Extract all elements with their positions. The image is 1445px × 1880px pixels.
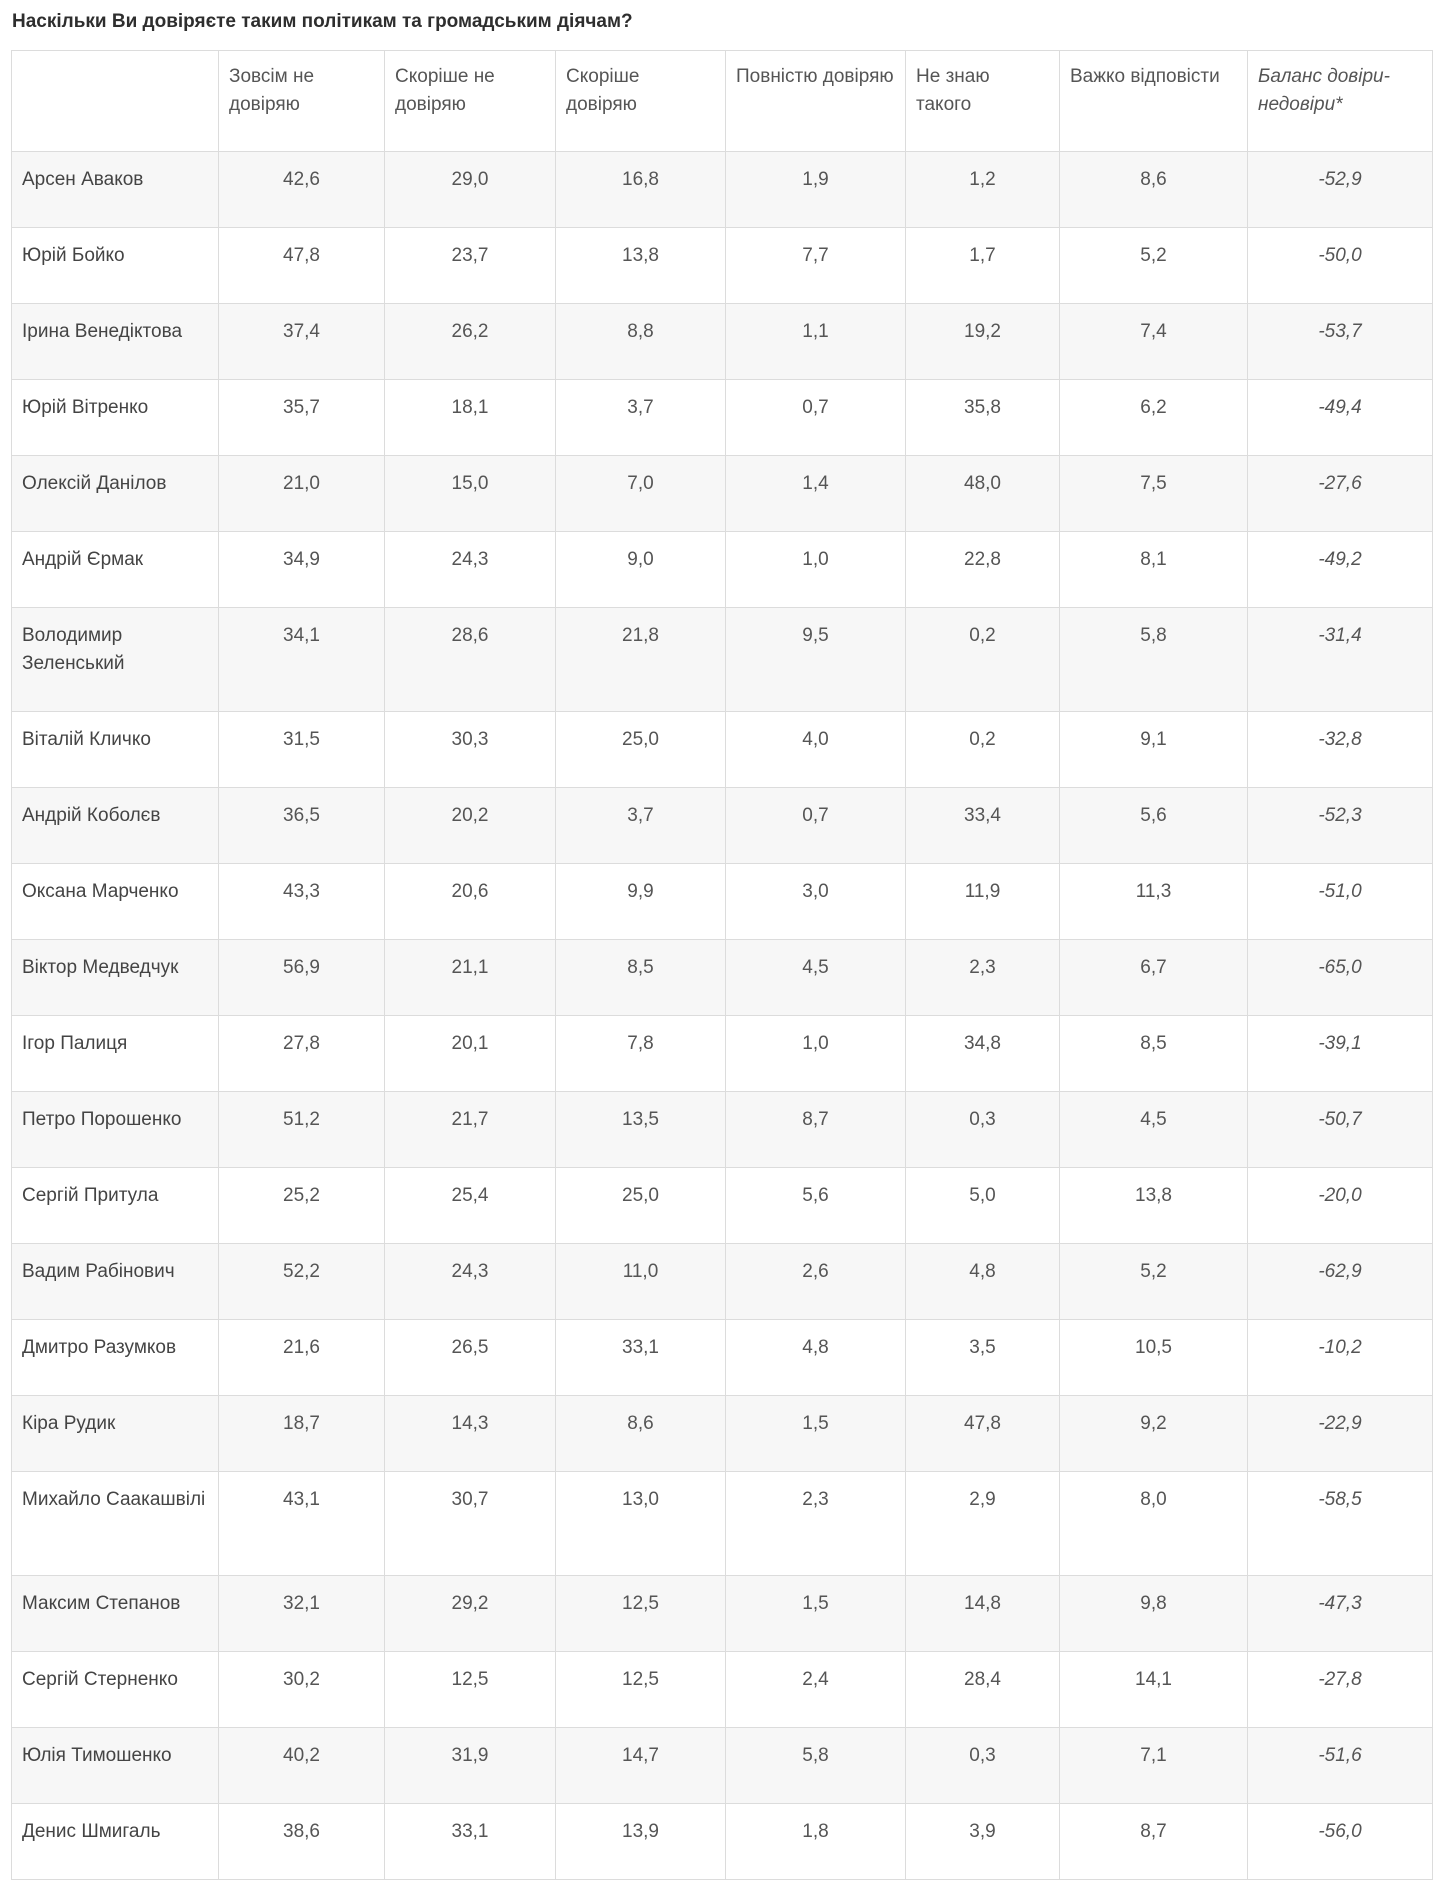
cell-rather-no-trust: 15,0 bbox=[385, 456, 556, 532]
table-row bbox=[12, 608, 1433, 712]
cell-rather-no-trust: 24,3 bbox=[385, 532, 556, 608]
header-rather-no-trust: Скоріше не довіряю bbox=[385, 51, 556, 152]
cell-name: Андрій Єрмак bbox=[12, 532, 219, 608]
cell-dont-know: 0,2 bbox=[906, 712, 1060, 788]
cell-dont-know: 3,5 bbox=[906, 1320, 1060, 1396]
cell-full-trust: 1,5 bbox=[726, 1576, 906, 1652]
cell-hard-to-say: 9,2 bbox=[1060, 1396, 1248, 1472]
cell-rather-trust: 13,8 bbox=[556, 228, 726, 304]
cell-hard-to-say: 4,5 bbox=[1060, 1092, 1248, 1168]
cell-rather-no-trust: 20,1 bbox=[385, 1016, 556, 1092]
cell-rather-trust: 13,5 bbox=[556, 1092, 726, 1168]
cell-hard-to-say: 13,8 bbox=[1060, 1168, 1248, 1244]
cell-full-trust: 1,5 bbox=[726, 1396, 906, 1472]
cell-balance: -39,1 bbox=[1248, 1016, 1433, 1092]
table-row bbox=[12, 1652, 1433, 1728]
cell-no-trust: 34,9 bbox=[219, 532, 385, 608]
cell-full-trust: 1,0 bbox=[726, 532, 906, 608]
cell-full-trust: 2,6 bbox=[726, 1244, 906, 1320]
cell-rather-no-trust: 24,3 bbox=[385, 1244, 556, 1320]
table-row bbox=[12, 228, 1433, 304]
cell-dont-know: 2,3 bbox=[906, 940, 1060, 1016]
cell-rather-no-trust: 29,2 bbox=[385, 1576, 556, 1652]
cell-name: Ігор Палиця bbox=[12, 1016, 219, 1092]
header-full-trust: Повністю довіряю bbox=[726, 51, 906, 152]
cell-name: Юрій Бойко bbox=[12, 228, 219, 304]
cell-hard-to-say: 9,1 bbox=[1060, 712, 1248, 788]
cell-rather-trust: 12,5 bbox=[556, 1652, 726, 1728]
cell-full-trust: 5,6 bbox=[726, 1168, 906, 1244]
cell-no-trust: 47,8 bbox=[219, 228, 385, 304]
cell-rather-trust: 13,9 bbox=[556, 1804, 726, 1880]
table-row bbox=[12, 1092, 1433, 1168]
cell-rather-trust: 25,0 bbox=[556, 1168, 726, 1244]
cell-full-trust: 4,8 bbox=[726, 1320, 906, 1396]
cell-no-trust: 51,2 bbox=[219, 1092, 385, 1168]
cell-no-trust: 43,3 bbox=[219, 864, 385, 940]
cell-rather-no-trust: 33,1 bbox=[385, 1804, 556, 1880]
cell-name: Кіра Рудик bbox=[12, 1396, 219, 1472]
table-row bbox=[12, 940, 1433, 1016]
cell-hard-to-say: 5,8 bbox=[1060, 608, 1248, 712]
cell-rather-trust: 9,0 bbox=[556, 532, 726, 608]
cell-no-trust: 42,6 bbox=[219, 152, 385, 228]
header-dont-know: Не знаю такого bbox=[906, 51, 1060, 152]
cell-balance: -51,0 bbox=[1248, 864, 1433, 940]
cell-no-trust: 40,2 bbox=[219, 1728, 385, 1804]
cell-dont-know: 35,8 bbox=[906, 380, 1060, 456]
cell-full-trust: 3,0 bbox=[726, 864, 906, 940]
table-header-row bbox=[12, 51, 1433, 152]
cell-balance: -56,0 bbox=[1248, 1804, 1433, 1880]
header-hard-to-say: Важко відповісти bbox=[1060, 51, 1248, 152]
cell-balance: -49,4 bbox=[1248, 380, 1433, 456]
cell-no-trust: 32,1 bbox=[219, 1576, 385, 1652]
cell-hard-to-say: 8,1 bbox=[1060, 532, 1248, 608]
cell-hard-to-say: 8,0 bbox=[1060, 1472, 1248, 1576]
cell-balance: -58,5 bbox=[1248, 1472, 1433, 1576]
cell-name: Петро Порошенко bbox=[12, 1092, 219, 1168]
cell-rather-no-trust: 23,7 bbox=[385, 228, 556, 304]
table-row bbox=[12, 1396, 1433, 1472]
cell-balance: -50,0 bbox=[1248, 228, 1433, 304]
cell-full-trust: 1,9 bbox=[726, 152, 906, 228]
cell-no-trust: 21,0 bbox=[219, 456, 385, 532]
table-row bbox=[12, 712, 1433, 788]
cell-balance: -22,9 bbox=[1248, 1396, 1433, 1472]
cell-hard-to-say: 8,5 bbox=[1060, 1016, 1248, 1092]
table-row bbox=[12, 1320, 1433, 1396]
cell-hard-to-say: 11,3 bbox=[1060, 864, 1248, 940]
cell-no-trust: 37,4 bbox=[219, 304, 385, 380]
cell-no-trust: 34,1 bbox=[219, 608, 385, 712]
cell-name: Ірина Венедіктова bbox=[12, 304, 219, 380]
cell-balance: -52,3 bbox=[1248, 788, 1433, 864]
table-row bbox=[12, 1576, 1433, 1652]
cell-name: Арсен Аваков bbox=[12, 152, 219, 228]
cell-rather-no-trust: 26,2 bbox=[385, 304, 556, 380]
cell-hard-to-say: 8,6 bbox=[1060, 152, 1248, 228]
cell-rather-trust: 13,0 bbox=[556, 1472, 726, 1576]
cell-name: Андрій Коболєв bbox=[12, 788, 219, 864]
cell-balance: -62,9 bbox=[1248, 1244, 1433, 1320]
header-balance: Баланс довіри-недовіри* bbox=[1248, 51, 1433, 152]
cell-dont-know: 19,2 bbox=[906, 304, 1060, 380]
cell-name: Максим Степанов bbox=[12, 1576, 219, 1652]
cell-rather-trust: 25,0 bbox=[556, 712, 726, 788]
cell-rather-no-trust: 21,7 bbox=[385, 1092, 556, 1168]
cell-rather-trust: 8,6 bbox=[556, 1396, 726, 1472]
cell-dont-know: 1,2 bbox=[906, 152, 1060, 228]
cell-no-trust: 21,6 bbox=[219, 1320, 385, 1396]
trust-table bbox=[11, 50, 1433, 1880]
cell-full-trust: 1,1 bbox=[726, 304, 906, 380]
cell-balance: -27,8 bbox=[1248, 1652, 1433, 1728]
cell-rather-trust: 16,8 bbox=[556, 152, 726, 228]
cell-full-trust: 0,7 bbox=[726, 380, 906, 456]
cell-name: Вадим Рабінович bbox=[12, 1244, 219, 1320]
table-row bbox=[12, 1016, 1433, 1092]
cell-no-trust: 31,5 bbox=[219, 712, 385, 788]
cell-rather-no-trust: 31,9 bbox=[385, 1728, 556, 1804]
cell-dont-know: 28,4 bbox=[906, 1652, 1060, 1728]
cell-rather-no-trust: 30,3 bbox=[385, 712, 556, 788]
cell-dont-know: 34,8 bbox=[906, 1016, 1060, 1092]
cell-name: Віталій Кличко bbox=[12, 712, 219, 788]
cell-hard-to-say: 9,8 bbox=[1060, 1576, 1248, 1652]
cell-no-trust: 56,9 bbox=[219, 940, 385, 1016]
cell-rather-no-trust: 20,6 bbox=[385, 864, 556, 940]
table-row bbox=[12, 532, 1433, 608]
cell-balance: -53,7 bbox=[1248, 304, 1433, 380]
cell-rather-trust: 3,7 bbox=[556, 788, 726, 864]
cell-dont-know: 14,8 bbox=[906, 1576, 1060, 1652]
cell-balance: -32,8 bbox=[1248, 712, 1433, 788]
cell-rather-no-trust: 30,7 bbox=[385, 1472, 556, 1576]
cell-balance: -51,6 bbox=[1248, 1728, 1433, 1804]
cell-name: Сергій Притула bbox=[12, 1168, 219, 1244]
cell-no-trust: 35,7 bbox=[219, 380, 385, 456]
cell-name: Віктор Медведчук bbox=[12, 940, 219, 1016]
cell-hard-to-say: 7,5 bbox=[1060, 456, 1248, 532]
cell-no-trust: 36,5 bbox=[219, 788, 385, 864]
cell-hard-to-say: 7,4 bbox=[1060, 304, 1248, 380]
table-row bbox=[12, 788, 1433, 864]
cell-rather-trust: 8,8 bbox=[556, 304, 726, 380]
cell-full-trust: 2,4 bbox=[726, 1652, 906, 1728]
cell-dont-know: 11,9 bbox=[906, 864, 1060, 940]
cell-full-trust: 7,7 bbox=[726, 228, 906, 304]
table-row bbox=[12, 1472, 1433, 1576]
cell-full-trust: 9,5 bbox=[726, 608, 906, 712]
header-rather-trust: Скоріше довіряю bbox=[556, 51, 726, 152]
cell-no-trust: 52,2 bbox=[219, 1244, 385, 1320]
cell-name: Олексій Данілов bbox=[12, 456, 219, 532]
cell-hard-to-say: 5,2 bbox=[1060, 228, 1248, 304]
cell-balance: -52,9 bbox=[1248, 152, 1433, 228]
cell-name: Михайло Саакашвілі bbox=[12, 1472, 219, 1576]
cell-name: Володимир Зеленський bbox=[12, 608, 219, 712]
header-no-trust: Зовсім не довіряю bbox=[219, 51, 385, 152]
cell-name: Дмитро Разумков bbox=[12, 1320, 219, 1396]
cell-hard-to-say: 6,2 bbox=[1060, 380, 1248, 456]
cell-dont-know: 0,3 bbox=[906, 1092, 1060, 1168]
cell-balance: -49,2 bbox=[1248, 532, 1433, 608]
cell-full-trust: 1,8 bbox=[726, 1804, 906, 1880]
cell-rather-no-trust: 20,2 bbox=[385, 788, 556, 864]
cell-full-trust: 8,7 bbox=[726, 1092, 906, 1168]
cell-rather-no-trust: 14,3 bbox=[385, 1396, 556, 1472]
cell-rather-no-trust: 25,4 bbox=[385, 1168, 556, 1244]
cell-name: Оксана Марченко bbox=[12, 864, 219, 940]
table-row bbox=[12, 304, 1433, 380]
cell-no-trust: 30,2 bbox=[219, 1652, 385, 1728]
cell-name: Юлія Тимошенко bbox=[12, 1728, 219, 1804]
table-body bbox=[12, 152, 1433, 1880]
table-row bbox=[12, 152, 1433, 228]
cell-dont-know: 22,8 bbox=[906, 532, 1060, 608]
cell-balance: -50,7 bbox=[1248, 1092, 1433, 1168]
header-name bbox=[12, 51, 219, 152]
cell-name: Денис Шмигаль bbox=[12, 1804, 219, 1880]
cell-rather-no-trust: 12,5 bbox=[385, 1652, 556, 1728]
cell-hard-to-say: 7,1 bbox=[1060, 1728, 1248, 1804]
cell-dont-know: 1,7 bbox=[906, 228, 1060, 304]
cell-rather-no-trust: 26,5 bbox=[385, 1320, 556, 1396]
cell-rather-trust: 21,8 bbox=[556, 608, 726, 712]
cell-rather-trust: 11,0 bbox=[556, 1244, 726, 1320]
cell-hard-to-say: 8,7 bbox=[1060, 1804, 1248, 1880]
cell-dont-know: 4,8 bbox=[906, 1244, 1060, 1320]
cell-balance: -10,2 bbox=[1248, 1320, 1433, 1396]
cell-dont-know: 2,9 bbox=[906, 1472, 1060, 1576]
cell-rather-no-trust: 29,0 bbox=[385, 152, 556, 228]
cell-rather-no-trust: 28,6 bbox=[385, 608, 556, 712]
cell-rather-no-trust: 18,1 bbox=[385, 380, 556, 456]
table-row bbox=[12, 380, 1433, 456]
cell-no-trust: 43,1 bbox=[219, 1472, 385, 1576]
cell-no-trust: 38,6 bbox=[219, 1804, 385, 1880]
cell-rather-trust: 14,7 bbox=[556, 1728, 726, 1804]
cell-balance: -31,4 bbox=[1248, 608, 1433, 712]
table-row bbox=[12, 1168, 1433, 1244]
cell-full-trust: 0,7 bbox=[726, 788, 906, 864]
table-row bbox=[12, 456, 1433, 532]
page-title: Наскільки Ви довіряєте таким політикам та громадським діячам? bbox=[12, 11, 633, 32]
cell-no-trust: 18,7 bbox=[219, 1396, 385, 1472]
cell-dont-know: 0,2 bbox=[906, 608, 1060, 712]
cell-hard-to-say: 5,6 bbox=[1060, 788, 1248, 864]
cell-full-trust: 4,0 bbox=[726, 712, 906, 788]
cell-rather-trust: 7,0 bbox=[556, 456, 726, 532]
cell-rather-trust: 33,1 bbox=[556, 1320, 726, 1396]
cell-dont-know: 3,9 bbox=[906, 1804, 1060, 1880]
cell-rather-no-trust: 21,1 bbox=[385, 940, 556, 1016]
cell-dont-know: 48,0 bbox=[906, 456, 1060, 532]
cell-rather-trust: 3,7 bbox=[556, 380, 726, 456]
cell-name: Юрій Вітренко bbox=[12, 380, 219, 456]
cell-dont-know: 33,4 bbox=[906, 788, 1060, 864]
cell-no-trust: 25,2 bbox=[219, 1168, 385, 1244]
cell-balance: -65,0 bbox=[1248, 940, 1433, 1016]
table-row bbox=[12, 1804, 1433, 1880]
cell-full-trust: 4,5 bbox=[726, 940, 906, 1016]
cell-dont-know: 47,8 bbox=[906, 1396, 1060, 1472]
cell-hard-to-say: 5,2 bbox=[1060, 1244, 1248, 1320]
cell-rather-trust: 9,9 bbox=[556, 864, 726, 940]
cell-full-trust: 5,8 bbox=[726, 1728, 906, 1804]
table-row bbox=[12, 1728, 1433, 1804]
cell-balance: -27,6 bbox=[1248, 456, 1433, 532]
table-row bbox=[12, 864, 1433, 940]
cell-hard-to-say: 6,7 bbox=[1060, 940, 1248, 1016]
cell-balance: -20,0 bbox=[1248, 1168, 1433, 1244]
cell-balance: -47,3 bbox=[1248, 1576, 1433, 1652]
cell-hard-to-say: 10,5 bbox=[1060, 1320, 1248, 1396]
table-row bbox=[12, 1244, 1433, 1320]
cell-full-trust: 2,3 bbox=[726, 1472, 906, 1576]
cell-full-trust: 1,0 bbox=[726, 1016, 906, 1092]
cell-hard-to-say: 14,1 bbox=[1060, 1652, 1248, 1728]
cell-rather-trust: 7,8 bbox=[556, 1016, 726, 1092]
cell-rather-trust: 8,5 bbox=[556, 940, 726, 1016]
cell-no-trust: 27,8 bbox=[219, 1016, 385, 1092]
cell-dont-know: 0,3 bbox=[906, 1728, 1060, 1804]
cell-rather-trust: 12,5 bbox=[556, 1576, 726, 1652]
cell-full-trust: 1,4 bbox=[726, 456, 906, 532]
cell-name: Сергій Стерненко bbox=[12, 1652, 219, 1728]
cell-dont-know: 5,0 bbox=[906, 1168, 1060, 1244]
